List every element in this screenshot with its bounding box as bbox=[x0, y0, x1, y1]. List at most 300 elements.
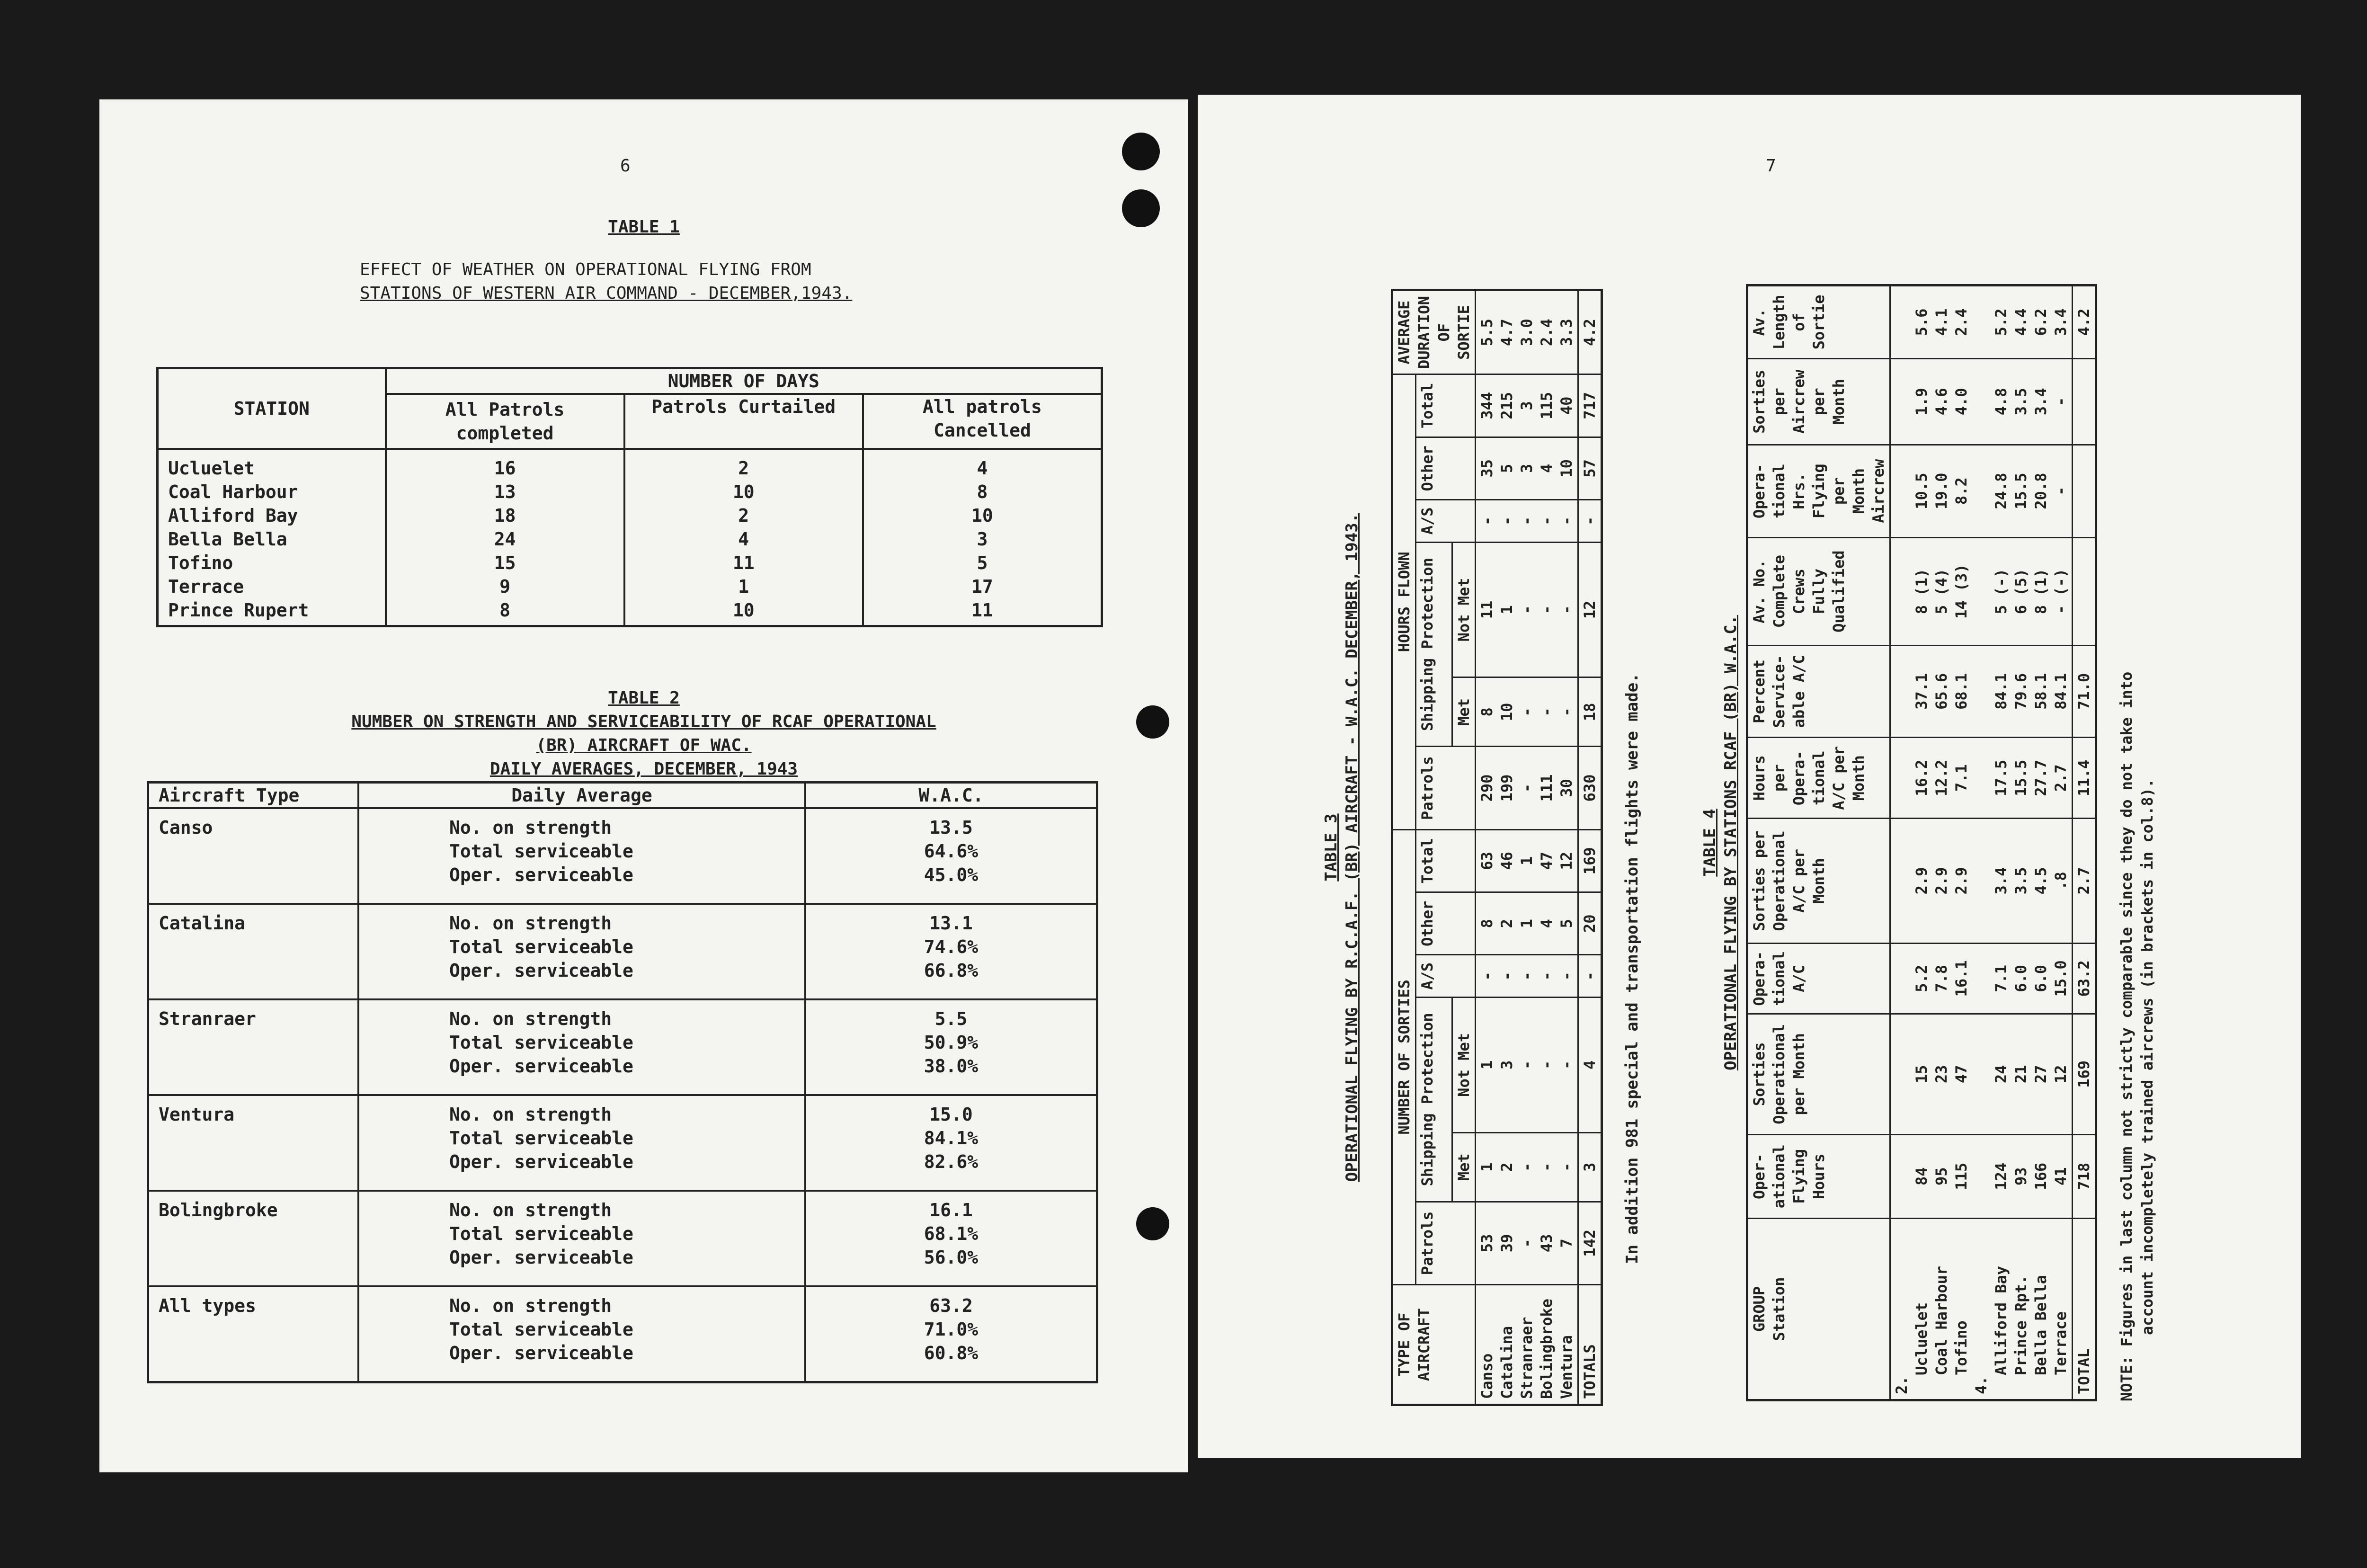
t3-value: 8 bbox=[1478, 707, 1496, 717]
t3-col-avg bbox=[1476, 290, 1578, 374]
t2-type: Catalina bbox=[148, 904, 359, 999]
t4-col-hours-ac: Hours per Opera-tional A/C per Month bbox=[1747, 738, 1890, 819]
t3-value: - bbox=[1557, 1162, 1575, 1172]
t3-value: - bbox=[1518, 516, 1536, 526]
t4-value: 24.8 bbox=[1992, 472, 2010, 509]
t3-value: 115 bbox=[1538, 392, 1556, 419]
t4-col-ac bbox=[1890, 943, 2073, 1014]
t4-value: 4.4 bbox=[2012, 308, 2030, 336]
t4-col-sorties bbox=[1890, 1014, 2073, 1135]
table-row bbox=[158, 480, 1102, 504]
t4-value: 3.5 bbox=[2012, 388, 2030, 416]
t4-spacer bbox=[1971, 291, 1991, 353]
t1-curtailed: 4 bbox=[624, 527, 863, 551]
t4-value: 5 (4) bbox=[1932, 568, 1950, 615]
t1-curtailed: 2 bbox=[624, 449, 863, 480]
t3-value: - bbox=[1478, 971, 1496, 981]
t1-curtailed: 11 bbox=[624, 551, 863, 575]
t3-type: Stranraer bbox=[1518, 1317, 1536, 1399]
t3-value: 7 bbox=[1557, 1238, 1575, 1248]
t4-value: 2.7 bbox=[2052, 764, 2070, 792]
t3-value: 1 bbox=[1478, 1060, 1496, 1070]
t3-value: 2 bbox=[1498, 1162, 1516, 1172]
t4-value: 1.9 bbox=[1913, 388, 1931, 416]
t3-value: 3 bbox=[1518, 401, 1536, 410]
t4-station: Alliford Bay bbox=[1992, 1265, 2010, 1375]
t3-value: - bbox=[1538, 605, 1556, 615]
t2-value: 13.5 bbox=[929, 817, 973, 838]
t4-group-number: 4. bbox=[1972, 1376, 1990, 1394]
t4-station: Coal Harbour bbox=[1932, 1265, 1950, 1375]
t4-total-h_ac: 11.4 bbox=[2073, 738, 2096, 819]
right-page bbox=[1198, 95, 2301, 1458]
t2-values bbox=[805, 904, 1097, 999]
t4-station: Bella Bella bbox=[2032, 1275, 2050, 1375]
t4-value: 5 (-) bbox=[1992, 568, 2010, 615]
t2-type: Ventura bbox=[148, 1095, 359, 1191]
t3-value: - bbox=[1518, 971, 1536, 981]
t2-measure-label: Oper. serviceable bbox=[449, 1247, 633, 1268]
t4-value: 15.0 bbox=[2052, 960, 2070, 997]
t3-value: 63 bbox=[1478, 852, 1496, 870]
t4-col-ac: Opera-tional A/C bbox=[1747, 943, 1890, 1014]
t4-total-len: 4.2 bbox=[2073, 285, 2096, 359]
t3-value: 2.4 bbox=[1538, 319, 1556, 346]
t1-curtailed: 10 bbox=[624, 480, 863, 504]
t1-completed: 24 bbox=[386, 527, 624, 551]
table3-block bbox=[1321, 289, 1643, 1406]
t2-value: 56.0% bbox=[924, 1247, 979, 1268]
t3-value: 4 bbox=[1538, 919, 1556, 928]
t4-spacer bbox=[1971, 450, 1991, 532]
t3-value: - bbox=[1538, 516, 1556, 526]
t2-measure-label: Oper. serviceable bbox=[449, 960, 633, 981]
table2-title-line1: NUMBER ON STRENGTH AND SERVICEABILITY OF RCAF OPERATIONAL bbox=[351, 712, 936, 731]
left-page bbox=[99, 99, 1188, 1472]
t3-type: Bolingbroke bbox=[1538, 1299, 1556, 1399]
t4-value: 4.0 bbox=[1952, 388, 1970, 416]
t2-measures bbox=[358, 1191, 805, 1286]
t4-col-s_ac bbox=[1890, 819, 2073, 943]
t2-measure-label: Total serviceable bbox=[449, 1319, 633, 1340]
t3-type: Catalina bbox=[1498, 1326, 1516, 1399]
t4-spacer bbox=[1971, 1019, 1991, 1129]
t3-col-total-h: Total bbox=[1416, 374, 1476, 437]
t2-measure-label: Oper. serviceable bbox=[449, 1056, 633, 1077]
t2-value: 63.2 bbox=[929, 1295, 973, 1316]
t4-col-hours: Oper-ational Flying Hours bbox=[1747, 1134, 1890, 1218]
t2-measure-label: Total serviceable bbox=[449, 841, 633, 862]
t4-value: 6.0 bbox=[2012, 964, 2030, 992]
t3-value: - bbox=[1518, 1238, 1536, 1248]
table-row bbox=[158, 449, 1102, 480]
t4-value: 7.1 bbox=[1992, 964, 2010, 992]
t4-value: 37.1 bbox=[1913, 673, 1931, 710]
t3-value: - bbox=[1478, 516, 1496, 526]
table-row bbox=[158, 551, 1102, 575]
t2-values bbox=[805, 999, 1097, 1095]
t1-cancelled: 11 bbox=[863, 598, 1102, 626]
table4-block bbox=[1700, 284, 2158, 1401]
t4-total-ac: 63.2 bbox=[2073, 943, 2096, 1014]
t4-value: 24 bbox=[1992, 1065, 2010, 1084]
total-row bbox=[2073, 285, 2096, 1400]
t2-measure-label: Total serviceable bbox=[449, 1128, 633, 1149]
t1-col-completed: All Patrols completed bbox=[386, 394, 624, 449]
t2-value: 45.0% bbox=[924, 864, 979, 885]
t4-value: 84 bbox=[1913, 1167, 1931, 1186]
t4-group-number: 2. bbox=[1893, 1376, 1911, 1394]
t3-value: 43 bbox=[1538, 1234, 1556, 1253]
t3-col-other: Other bbox=[1416, 892, 1476, 955]
t4-station: Prince Rpt. bbox=[2012, 1275, 2030, 1375]
t3-total-avg: 4.2 bbox=[1578, 290, 1602, 374]
t4-value: 3.4 bbox=[1992, 867, 2010, 895]
t3-value: 1 bbox=[1518, 856, 1536, 865]
t3-col-type: TYPE OF AIRCRAFT bbox=[1392, 1285, 1476, 1405]
t4-spacer bbox=[1892, 1140, 1912, 1213]
table-row bbox=[148, 1286, 1097, 1382]
t3-value: 53 bbox=[1478, 1234, 1496, 1253]
t4-value: 12.2 bbox=[1932, 759, 1950, 796]
t1-completed: 15 bbox=[386, 551, 624, 575]
t4-value: 6.2 bbox=[2032, 308, 2050, 336]
t1-station: Ucluelet bbox=[168, 458, 255, 479]
t2-type: All types bbox=[148, 1286, 359, 1382]
table1-label: TABLE 1 bbox=[608, 217, 680, 237]
table-row bbox=[1476, 290, 1578, 1405]
t3-value: - bbox=[1538, 707, 1556, 717]
t3-col-shipping-h: Shipping Protection bbox=[1416, 542, 1452, 747]
t2-value: 74.6% bbox=[924, 936, 979, 957]
t4-value: - (-) bbox=[2052, 568, 2070, 615]
t4-value: 12 bbox=[2052, 1065, 2070, 1084]
t1-curtailed: 1 bbox=[624, 575, 863, 598]
t4-value: 15.5 bbox=[2012, 759, 2030, 796]
t4-stations bbox=[1890, 1219, 2073, 1400]
t2-value: 60.8% bbox=[924, 1343, 979, 1363]
t4-value: 5.6 bbox=[1913, 308, 1931, 336]
t3-col-as-h: A/S bbox=[1416, 500, 1476, 543]
t3-total-h_tot: 717 bbox=[1578, 374, 1602, 437]
t3-col-met: Met bbox=[1452, 1132, 1476, 1202]
t4-col-sorties: Sorties Operational per Month bbox=[1747, 1014, 1890, 1135]
t4-total-s_ac: 2.7 bbox=[2073, 819, 2096, 943]
t2-col-wac: W.A.C. bbox=[805, 783, 1097, 809]
t4-spacer bbox=[1892, 949, 1912, 1008]
t1-completed: 13 bbox=[386, 480, 624, 504]
t4-value: 115 bbox=[1952, 1162, 1970, 1190]
t2-values bbox=[805, 1095, 1097, 1191]
t4-value: 124 bbox=[1992, 1162, 2010, 1190]
t2-values bbox=[805, 1286, 1097, 1382]
table4-label: TABLE 4 bbox=[1700, 809, 1719, 877]
t4-col-pct bbox=[1890, 645, 2073, 738]
t2-value: 68.1% bbox=[924, 1223, 979, 1244]
t2-measures bbox=[358, 904, 805, 999]
t3-value: 5.5 bbox=[1478, 319, 1496, 346]
t3-value: 3.3 bbox=[1557, 319, 1575, 346]
t3-value: 47 bbox=[1538, 852, 1556, 870]
t2-values bbox=[805, 808, 1097, 904]
t4-value: 6 (5) bbox=[2012, 568, 2030, 615]
t2-values bbox=[805, 1191, 1097, 1286]
t3-group-avg: AVERAGE DURATION OF SORTIE bbox=[1392, 290, 1476, 374]
t3-value: 39 bbox=[1498, 1234, 1516, 1253]
t4-value: 2.4 bbox=[1952, 308, 1970, 336]
t4-value: 4.8 bbox=[1992, 388, 2010, 416]
t3-col-h_as bbox=[1476, 500, 1578, 543]
table3 bbox=[1391, 289, 1603, 1406]
t4-value: 23 bbox=[1932, 1065, 1950, 1084]
t2-measure-label: No. on strength bbox=[449, 1104, 612, 1125]
table1-title-line2: STATIONS OF WESTERN AIR COMMAND - DECEMBER,1943. bbox=[360, 284, 853, 303]
t4-spacer bbox=[1892, 651, 1912, 732]
t4-col-group-station bbox=[1747, 1219, 1890, 1400]
t2-measure-label: No. on strength bbox=[449, 817, 612, 838]
t3-col-h_tot bbox=[1476, 374, 1578, 437]
t3-value: 30 bbox=[1557, 779, 1575, 797]
t4-value: 5.2 bbox=[1913, 964, 1931, 992]
t2-col-avg: Daily Average bbox=[358, 783, 805, 809]
t3-value: 10 bbox=[1498, 703, 1516, 722]
t3-total-s_nm: 4 bbox=[1578, 998, 1602, 1133]
t4-value: 16.2 bbox=[1913, 759, 1931, 796]
t4-value: 27.7 bbox=[2032, 759, 2050, 796]
table-row bbox=[158, 575, 1102, 598]
t3-col-total: Total bbox=[1416, 829, 1476, 892]
t4-spacer bbox=[1971, 949, 1991, 1008]
t3-value: 5 bbox=[1557, 919, 1575, 928]
t1-col-cancelled: All patrols Cancelled bbox=[863, 394, 1102, 449]
t2-measure-label: No. on strength bbox=[449, 913, 612, 934]
t3-value: - bbox=[1498, 971, 1516, 981]
t1-station: Terrace bbox=[168, 576, 244, 597]
t2-measure-label: Total serviceable bbox=[449, 936, 633, 957]
t3-types bbox=[1476, 1285, 1578, 1405]
t4-col-len: Av. Length of Sortie bbox=[1747, 285, 1890, 359]
t4-value: 21 bbox=[2012, 1065, 2030, 1084]
t3-col-notmet: Not Met bbox=[1452, 998, 1476, 1133]
t4-value: .8 bbox=[2052, 872, 2070, 890]
t2-value: 71.0% bbox=[924, 1319, 979, 1340]
t2-measure-label: Total serviceable bbox=[449, 1032, 633, 1053]
t4-value: 3.5 bbox=[2012, 867, 2030, 895]
t3-value: - bbox=[1538, 971, 1556, 981]
t3-value: 1 bbox=[1498, 605, 1516, 615]
t1-completed: 18 bbox=[386, 504, 624, 527]
t4-value: 3.4 bbox=[2052, 308, 2070, 336]
t4-spacer bbox=[1971, 364, 1991, 439]
t3-value: 12 bbox=[1557, 852, 1575, 870]
t4-col-group: GROUP bbox=[1750, 1286, 1768, 1332]
t3-value: - bbox=[1518, 783, 1536, 793]
t3-col-notmet-h: Not Met bbox=[1452, 542, 1476, 677]
t4-col-s_crew bbox=[1890, 358, 2073, 445]
page-number-left: 6 bbox=[620, 156, 631, 176]
t3-value: 111 bbox=[1538, 774, 1556, 802]
t1-station: Bella Bella bbox=[168, 529, 287, 550]
t3-col-h_nm bbox=[1476, 542, 1578, 677]
t4-station: Tofino bbox=[1952, 1320, 1970, 1375]
t3-value: - bbox=[1538, 1162, 1556, 1172]
t4-col-h_ac bbox=[1890, 738, 2073, 819]
t3-value: - bbox=[1518, 1162, 1536, 1172]
t4-col-sorties-aircrew: Sorties per Aircrew per Month bbox=[1747, 358, 1890, 445]
t4-col-crews bbox=[1890, 537, 2073, 645]
t2-value: 15.0 bbox=[929, 1104, 973, 1125]
table-row bbox=[158, 598, 1102, 626]
t2-value: 5.5 bbox=[934, 1008, 968, 1029]
t3-value: - bbox=[1557, 707, 1575, 717]
t2-value: 66.8% bbox=[924, 960, 979, 981]
t3-col-h_met bbox=[1476, 677, 1578, 747]
t3-value: 8 bbox=[1478, 919, 1496, 928]
t3-value: - bbox=[1518, 1060, 1536, 1070]
t3-value: 3 bbox=[1518, 463, 1536, 473]
t4-value: 19.0 bbox=[1932, 472, 1950, 509]
t4-value: 2.9 bbox=[1932, 867, 1950, 895]
t4-value: 16.1 bbox=[1952, 960, 1970, 997]
t4-value: 8 (1) bbox=[1913, 568, 1931, 615]
t4-spacer bbox=[1892, 1019, 1912, 1129]
t3-total-h_nm: 12 bbox=[1578, 542, 1602, 677]
table1-title-line1: EFFECT OF WEATHER ON OPERATIONAL FLYING FROM bbox=[360, 260, 811, 279]
t1-cancelled: 10 bbox=[863, 504, 1102, 527]
t2-type: Stranraer bbox=[148, 999, 359, 1095]
t4-value: 41 bbox=[2052, 1167, 2070, 1186]
t3-value: - bbox=[1518, 605, 1536, 615]
t3-total-h_pat: 630 bbox=[1578, 747, 1602, 829]
t1-station: Coal Harbour bbox=[168, 481, 298, 502]
t3-group-hours: HOURS FLOWN bbox=[1392, 374, 1416, 829]
t4-col-len bbox=[1890, 285, 2073, 359]
t4-col-pct: Percent Service-able A/C bbox=[1747, 645, 1890, 738]
t4-value: 58.1 bbox=[2032, 673, 2050, 710]
t4-station: Terrace bbox=[2052, 1311, 2070, 1375]
table2 bbox=[147, 781, 1098, 1383]
t3-value: 344 bbox=[1478, 392, 1496, 419]
t1-col-curtailed: Patrols Curtailed bbox=[624, 394, 863, 449]
t1-cancelled: 17 bbox=[863, 575, 1102, 598]
t4-value: 8 (1) bbox=[2032, 568, 2050, 615]
t4-spacer bbox=[1971, 543, 1991, 640]
table-row bbox=[148, 808, 1097, 904]
t4-value: 4.1 bbox=[1932, 308, 1950, 336]
t4-value: 65.6 bbox=[1932, 673, 1950, 710]
t2-value: 38.0% bbox=[924, 1056, 979, 1077]
t3-col-shipping: Shipping Protection bbox=[1416, 998, 1452, 1202]
t3-col-as: A/S bbox=[1416, 955, 1476, 998]
t3-value: 46 bbox=[1498, 852, 1516, 870]
t3-col-s_met bbox=[1476, 1132, 1578, 1202]
t3-value: 35 bbox=[1478, 459, 1496, 478]
t4-value: 20.8 bbox=[2032, 472, 2050, 509]
t4-value: 8.2 bbox=[1952, 477, 1970, 505]
t3-col-met-h: Met bbox=[1452, 677, 1476, 747]
t3-value: 215 bbox=[1498, 392, 1516, 419]
t2-measures bbox=[358, 1286, 805, 1382]
table2-title-line3: DAILY AVERAGES, DECEMBER, 1943 bbox=[489, 759, 798, 779]
t3-value: - bbox=[1557, 1060, 1575, 1070]
t4-value: 3.4 bbox=[2032, 388, 2050, 416]
t3-col-s_as bbox=[1476, 955, 1578, 998]
table-row bbox=[158, 504, 1102, 527]
t1-completed: 8 bbox=[386, 598, 624, 626]
table2-title-line2: (BR) AIRCRAFT OF WAC. bbox=[536, 736, 752, 755]
t1-completed: 16 bbox=[386, 449, 624, 480]
page-number-right: 7 bbox=[1766, 156, 1776, 176]
t3-totals-label: TOTALS bbox=[1578, 1285, 1602, 1405]
t3-value: 11 bbox=[1478, 600, 1496, 619]
t4-total-pct: 71.0 bbox=[2073, 645, 2096, 738]
t1-cancelled: 4 bbox=[863, 449, 1102, 480]
t4-value: 84.1 bbox=[1992, 673, 2010, 710]
t4-value: 79.6 bbox=[2012, 673, 2030, 710]
t3-value: 2 bbox=[1498, 919, 1516, 928]
t1-station: Tofino bbox=[168, 552, 233, 573]
t4-value: 84.1 bbox=[2052, 673, 2070, 710]
t1-cancelled: 8 bbox=[863, 480, 1102, 504]
t4-spacer bbox=[1971, 651, 1991, 732]
table3-title: OPERATIONAL FLYING BY R.C.A.F. (BR) AIRCRAFT - W.A.C. DECEMBER, 1943. bbox=[1343, 513, 1361, 1182]
t3-value: 40 bbox=[1557, 396, 1575, 415]
t3-value: 199 bbox=[1498, 774, 1516, 802]
t2-measures bbox=[358, 808, 805, 904]
t4-value: 4.5 bbox=[2032, 867, 2050, 895]
t3-col-s_nm bbox=[1476, 998, 1578, 1133]
t2-value: 13.1 bbox=[929, 913, 973, 934]
t2-measure-label: Oper. serviceable bbox=[449, 1343, 633, 1363]
t3-total-h_as: - bbox=[1578, 500, 1602, 543]
t3-value: 3.0 bbox=[1518, 319, 1536, 346]
t4-value: 7.1 bbox=[1952, 764, 1970, 792]
t3-col-patrols-h: Patrols bbox=[1416, 747, 1476, 829]
t4-value: 95 bbox=[1932, 1167, 1950, 1186]
binder-hole bbox=[1122, 133, 1160, 170]
t4-value: 10.5 bbox=[1913, 472, 1931, 509]
t4-value: 2.9 bbox=[1913, 867, 1931, 895]
table2-label: TABLE 2 bbox=[608, 688, 680, 708]
t4-col-sortie-ac: Sorties per Operational A/C per Month bbox=[1747, 819, 1890, 943]
t2-value: 82.6% bbox=[924, 1151, 979, 1172]
t1-header-station: STATION bbox=[158, 368, 386, 449]
table1 bbox=[156, 367, 1103, 627]
t3-value: 4 bbox=[1538, 463, 1556, 473]
t4-total-s_crew bbox=[2073, 358, 2096, 445]
t4-value: 93 bbox=[2012, 1167, 2030, 1186]
table-row bbox=[148, 904, 1097, 999]
t4-spacer bbox=[1971, 1140, 1991, 1213]
t4-value: - bbox=[2052, 397, 2070, 406]
t3-col-h_pat bbox=[1476, 747, 1578, 829]
t4-value: 4.6 bbox=[1932, 388, 1950, 416]
t3-total-s_pat: 142 bbox=[1578, 1202, 1602, 1284]
t4-spacer bbox=[1971, 824, 1991, 937]
t2-col-type: Aircraft Type bbox=[148, 783, 359, 809]
t4-spacer bbox=[1892, 743, 1912, 813]
t4-value: 7.8 bbox=[1932, 964, 1950, 992]
binder-hole bbox=[1136, 705, 1169, 739]
binder-hole bbox=[1122, 189, 1160, 227]
t4-value: 6.0 bbox=[2032, 964, 2050, 992]
t3-value: - bbox=[1557, 516, 1575, 526]
t4-value: 68.1 bbox=[1952, 673, 1970, 710]
t3-value: - bbox=[1498, 516, 1516, 526]
t3-value: - bbox=[1538, 1060, 1556, 1070]
t2-type: Canso bbox=[148, 808, 359, 904]
t3-type: Canso bbox=[1478, 1353, 1496, 1399]
